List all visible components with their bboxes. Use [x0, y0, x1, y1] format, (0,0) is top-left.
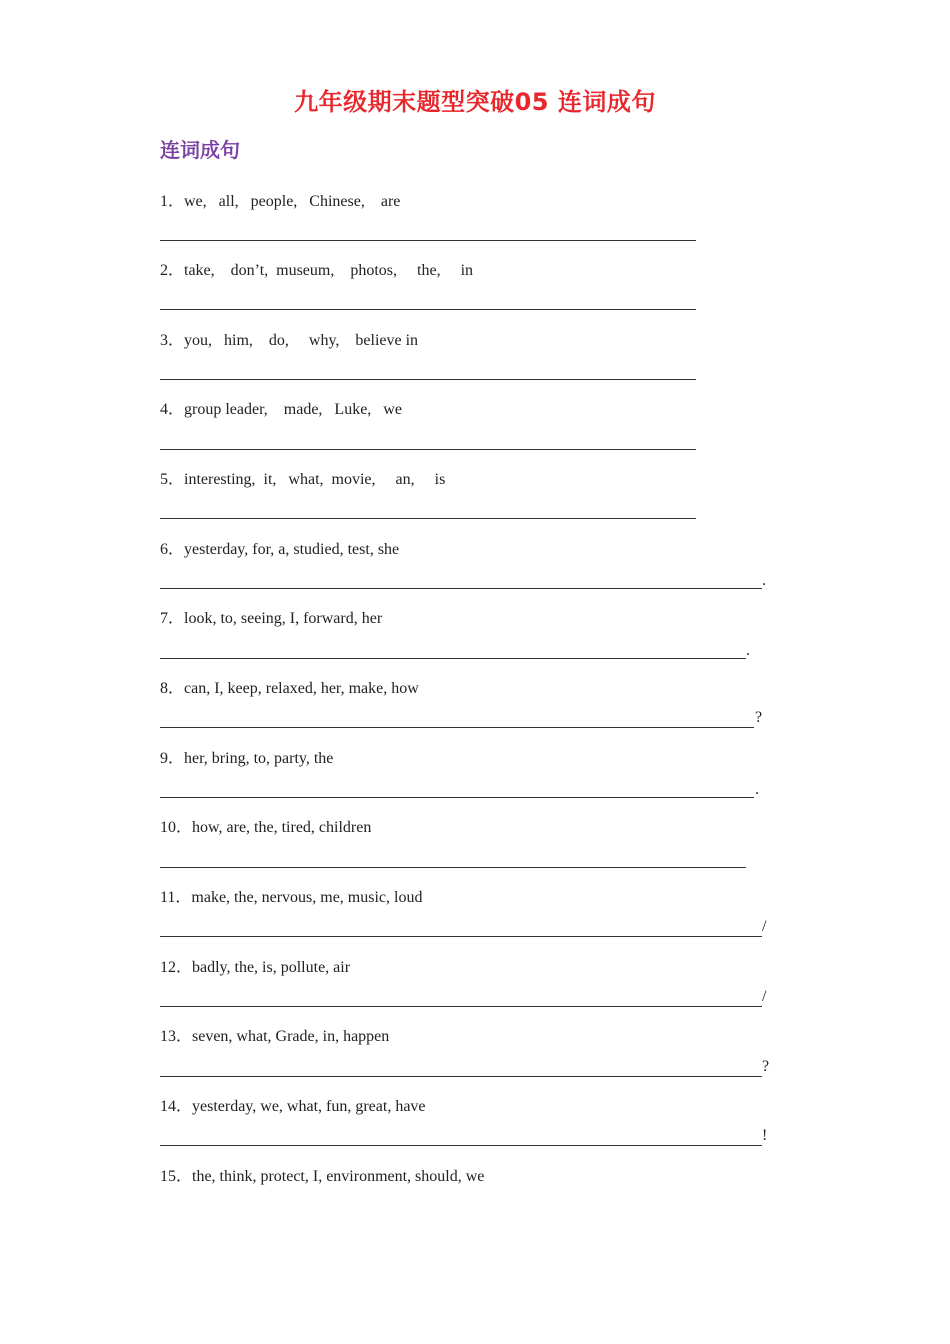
answer-line-8[interactable]	[160, 727, 754, 728]
question-3: 3．you, him, do, why, believe in	[160, 332, 419, 349]
answer-line-11[interactable]	[160, 936, 762, 937]
answer-line-13[interactable]	[160, 1076, 762, 1077]
end-punctuation-13: ?	[762, 1058, 770, 1075]
question-13: 13．seven, what, Grade, in, happen	[160, 1028, 390, 1045]
question-7: 7．look, to, seeing, I, forward, her	[160, 610, 383, 627]
question-10: 10．how, are, the, tired, children	[160, 819, 372, 836]
answer-line-14[interactable]	[160, 1145, 762, 1146]
question-5: 5．interesting, it, what, movie, an, is	[160, 471, 446, 488]
end-punctuation-6: .	[762, 572, 766, 589]
page-title: 九年级期末题型突破05 连词成句	[294, 88, 656, 116]
question-2: 2．take, don’t, museum, photos, the, in	[160, 262, 474, 279]
answer-line-3[interactable]	[160, 379, 696, 380]
end-punctuation-11: /	[762, 918, 767, 935]
question-14: 14．yesterday, we, what, fun, great, have	[160, 1098, 426, 1115]
end-punctuation-7: .	[746, 642, 750, 659]
answer-line-10[interactable]	[160, 867, 746, 868]
answer-line-5[interactable]	[160, 518, 696, 519]
question-4: 4．group leader, made, Luke, we	[160, 401, 402, 418]
end-punctuation-14: !	[762, 1127, 768, 1144]
end-punctuation-9: .	[755, 781, 759, 798]
question-9: 9．her, bring, to, party, the	[160, 750, 334, 767]
question-1: 1．we, all, people, Chinese, are	[160, 193, 401, 210]
question-8: 8．can, I, keep, relaxed, her, make, how	[160, 680, 419, 697]
question-12: 12．badly, the, is, pollute, air	[160, 959, 351, 976]
question-11: 11．make, the, nervous, me, music, loud	[160, 889, 423, 906]
answer-line-6[interactable]	[160, 588, 762, 589]
end-punctuation-8: ?	[755, 709, 763, 726]
answer-line-9[interactable]	[160, 797, 754, 798]
answer-line-12[interactable]	[160, 1006, 762, 1007]
question-6: 6．yesterday, for, a, studied, test, she	[160, 541, 400, 558]
answer-line-2[interactable]	[160, 309, 696, 310]
section-heading: 连词成句	[160, 138, 240, 162]
end-punctuation-12: /	[762, 988, 767, 1005]
answer-line-1[interactable]	[160, 240, 696, 241]
question-15: 15．the, think, protect, I, environment, should, we	[160, 1168, 485, 1185]
answer-line-4[interactable]	[160, 449, 696, 450]
answer-line-7[interactable]	[160, 658, 746, 659]
